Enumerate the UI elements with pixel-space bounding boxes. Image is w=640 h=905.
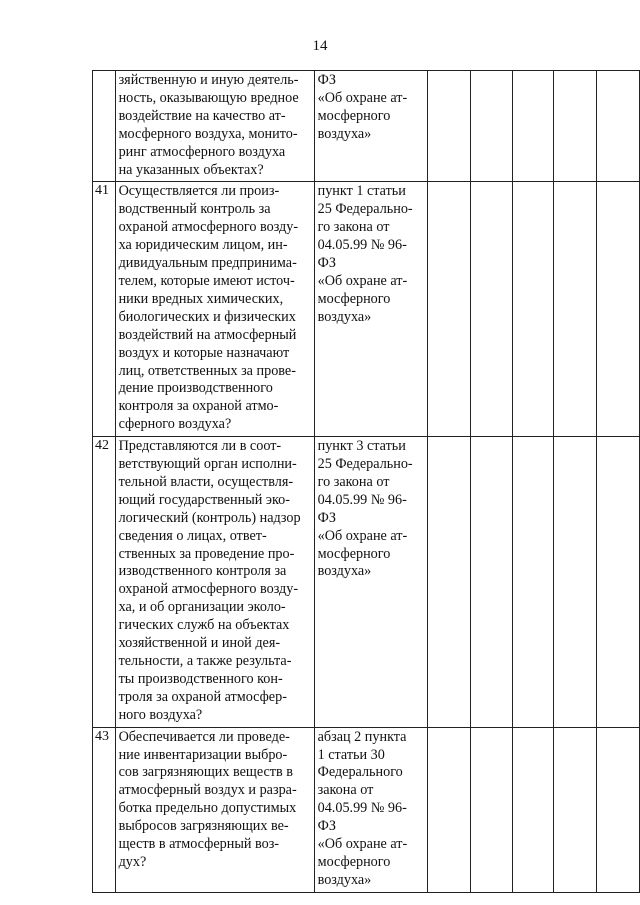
question-text: зяйственную и иную деятель- ность, оказывающую вредное воздействие на качество ат- мосферного воздуха, монито- ринг атмосферного воздуха на указанных объектах? bbox=[118, 72, 299, 178]
empty-cell bbox=[470, 437, 512, 728]
empty-cell bbox=[427, 71, 470, 182]
empty-cell bbox=[512, 71, 554, 182]
empty-cell bbox=[554, 182, 597, 437]
row-number: 42 bbox=[93, 437, 116, 728]
table-row bbox=[93, 71, 640, 182]
row-number: 41 bbox=[93, 182, 116, 437]
page-number: 14 bbox=[312, 38, 328, 54]
table-row bbox=[93, 437, 640, 728]
empty-cell bbox=[597, 437, 640, 728]
row-number bbox=[93, 71, 116, 182]
empty-cell bbox=[597, 71, 640, 182]
empty-cell bbox=[554, 727, 597, 892]
question-text: Осуществляется ли произ- водственный контроль за охраной атмосферного возду- ха юридическим лицом, ин- дивидуальным предпринима- телем, которые имеют источ- ники вредных химических, биологических и физических воздействий на атмосферный воздух и которые назначают лиц, ответственных за прове- дение производственного контроля за охраной атмо- сферного воздуха? bbox=[118, 183, 299, 433]
empty-cell bbox=[470, 71, 512, 182]
empty-cell bbox=[427, 182, 470, 437]
legal-reference: ФЗ «Об охране ат- мосферного воздуха» bbox=[317, 72, 408, 142]
legal-reference: пункт 3 статьи 25 Федерально- го закона от 04.05.99 № 96- ФЗ «Об охране ат- мосферного воздуха» bbox=[317, 438, 413, 580]
question-text: Представляются ли в соот- ветствующий орган исполни- тельной власти, осуществля- ющий государственный эко- логический (контроль) надзор сведения о лицах, ответ- ственных за проведение про- изводственного контроля за охраной атмосферного возду- ха, и об организации эколо- гических служб на объектах хозяйственной и иной дея- тельности, а также результа- ты производственного кон- троля за охраной атмосфер- ного воздуха? bbox=[118, 438, 301, 723]
table-row bbox=[93, 182, 640, 437]
question-text: Обеспечивается ли проведе- ние инвентаризации выбро- сов загрязняющих веществ в атмосферный воздух и разра- ботка предельно допустимых выбросов загрязняющих ве- ществ в атмосферный воз- дух? bbox=[118, 728, 297, 870]
empty-cell bbox=[470, 182, 512, 437]
empty-cell bbox=[512, 182, 554, 437]
empty-cell bbox=[597, 182, 640, 437]
empty-cell bbox=[554, 437, 597, 728]
row-number: 43 bbox=[93, 727, 116, 892]
empty-cell bbox=[470, 727, 512, 892]
legal-reference: абзац 2 пункта 1 статьи 30 Федерального закона от 04.05.99 № 96- ФЗ «Об охране ат- мосферного воздуха» bbox=[317, 728, 408, 888]
empty-cell bbox=[427, 437, 470, 728]
empty-cell bbox=[427, 727, 470, 892]
empty-cell bbox=[597, 727, 640, 892]
empty-cell bbox=[554, 71, 597, 182]
empty-cell bbox=[512, 727, 554, 892]
checklist-table bbox=[92, 70, 640, 893]
legal-reference: пункт 1 статьи 25 Федерально- го закона от 04.05.99 № 96- ФЗ «Об охране ат- мосферного воздуха» bbox=[317, 183, 413, 325]
empty-cell bbox=[512, 437, 554, 728]
table-row bbox=[93, 727, 640, 892]
